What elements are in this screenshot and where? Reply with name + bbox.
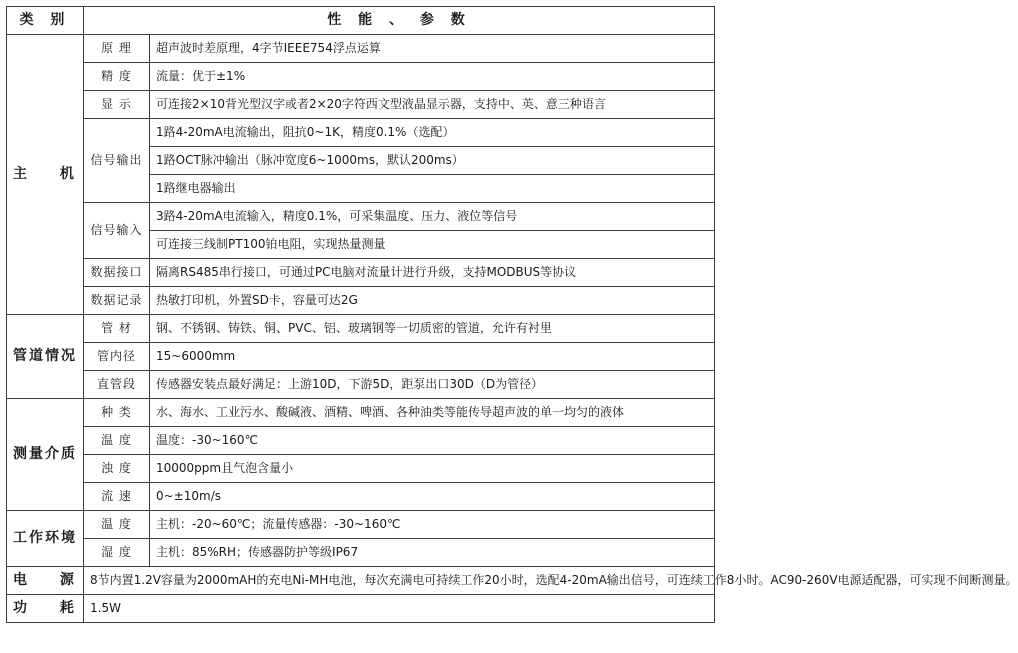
table-row — [7, 455, 715, 483]
row-value: 8节内置1.2V容量为2000mAH的充电Ni-MH电池，每次充满电可持续工作20小时，选配4-20mA输出信号，可连续工作8小时。AC90-260V电源适配器，可实现不间断测量。 — [84, 567, 715, 595]
table-row — [7, 259, 715, 287]
table-row — [7, 567, 715, 595]
table-row — [7, 595, 715, 623]
table-row — [7, 427, 715, 455]
row-value: 1路4-20mA电流输出，阻抗0~1K，精度0.1%（选配） — [150, 119, 715, 147]
row-value: 钢、不锈钢、铸铁、铜、PVC、铝、玻璃钢等一切质密的管道，允许有衬里 — [150, 315, 715, 343]
row-value: 10000ppm且气泡含量小 — [150, 455, 715, 483]
table-row — [7, 63, 715, 91]
row-label: 种 类 — [84, 399, 150, 427]
table-row — [7, 315, 715, 343]
row-label: 数据记录 — [84, 287, 150, 315]
row-value: 可连接2×10背光型汉字或者2×20字符西文型液晶显示器，支持中、英、意三种语言 — [150, 91, 715, 119]
table-row — [7, 483, 715, 511]
table-row — [7, 343, 715, 371]
row-value: 超声波时差原理，4字节IEEE754浮点运算 — [150, 35, 715, 63]
row-label: 管 材 — [84, 315, 150, 343]
table-row — [7, 371, 715, 399]
header-row — [7, 7, 715, 35]
row-label: 原 理 — [84, 35, 150, 63]
row-label: 数据接口 — [84, 259, 150, 287]
group-environment: 工作环境 — [7, 511, 84, 567]
row-value: 主机：85%RH；传感器防护等级IP67 — [150, 539, 715, 567]
row-value: 0~±10m/s — [150, 483, 715, 511]
group-power: 电 源 — [7, 567, 84, 595]
row-value: 1路OCT脉冲输出（脉冲宽度6~1000ms，默认200ms） — [150, 147, 715, 175]
table-row — [7, 91, 715, 119]
row-value: 主机：-20~60℃；流量传感器：-30~160℃ — [150, 511, 715, 539]
group-consumption: 功 耗 — [7, 595, 84, 623]
row-value: 流量：优于±1% — [150, 63, 715, 91]
table-row — [7, 511, 715, 539]
row-value: 1路继电器输出 — [150, 175, 715, 203]
row-label: 信号输入 — [84, 203, 150, 259]
row-value: 1.5W — [84, 595, 715, 623]
header-params: 性 能 、 参 数 — [84, 7, 715, 35]
row-value: 3路4-20mA电流输入，精度0.1%，可采集温度、压力、液位等信号 — [150, 203, 715, 231]
table-row — [7, 287, 715, 315]
table-row — [7, 399, 715, 427]
row-value: 隔离RS485串行接口，可通过PC电脑对流量计进行升级，支持MODBUS等协议 — [150, 259, 715, 287]
row-label: 流 速 — [84, 483, 150, 511]
row-label: 显 示 — [84, 91, 150, 119]
row-label: 温 度 — [84, 511, 150, 539]
row-label: 温 度 — [84, 427, 150, 455]
row-label: 精 度 — [84, 63, 150, 91]
row-value: 可连接三线制PT100铂电阻，实现热量测量 — [150, 231, 715, 259]
table-row — [7, 119, 715, 147]
row-label: 管内径 — [84, 343, 150, 371]
group-medium: 测量介质 — [7, 399, 84, 511]
spec-table — [6, 6, 1018, 623]
table-row — [7, 35, 715, 63]
row-label: 信号输出 — [84, 119, 150, 203]
row-label: 浊 度 — [84, 455, 150, 483]
row-value: 水、海水、工业污水、酸碱液、酒精、啤酒、各种油类等能传导超声波的单一均匀的液体 — [150, 399, 715, 427]
row-value: 传感器安装点最好满足：上游10D，下游5D，距泵出口30D（D为管径） — [150, 371, 715, 399]
row-value: 15~6000mm — [150, 343, 715, 371]
row-label: 湿 度 — [84, 539, 150, 567]
row-label: 直管段 — [84, 371, 150, 399]
row-value: 热敏打印机，外置SD卡，容量可达2G — [150, 287, 715, 315]
table-row — [7, 203, 715, 231]
row-value: 温度：-30~160℃ — [150, 427, 715, 455]
header-category: 类 别 — [7, 7, 84, 35]
table-row — [7, 539, 715, 567]
group-pipe: 管道情况 — [7, 315, 84, 399]
group-host: 主 机 — [7, 35, 84, 315]
